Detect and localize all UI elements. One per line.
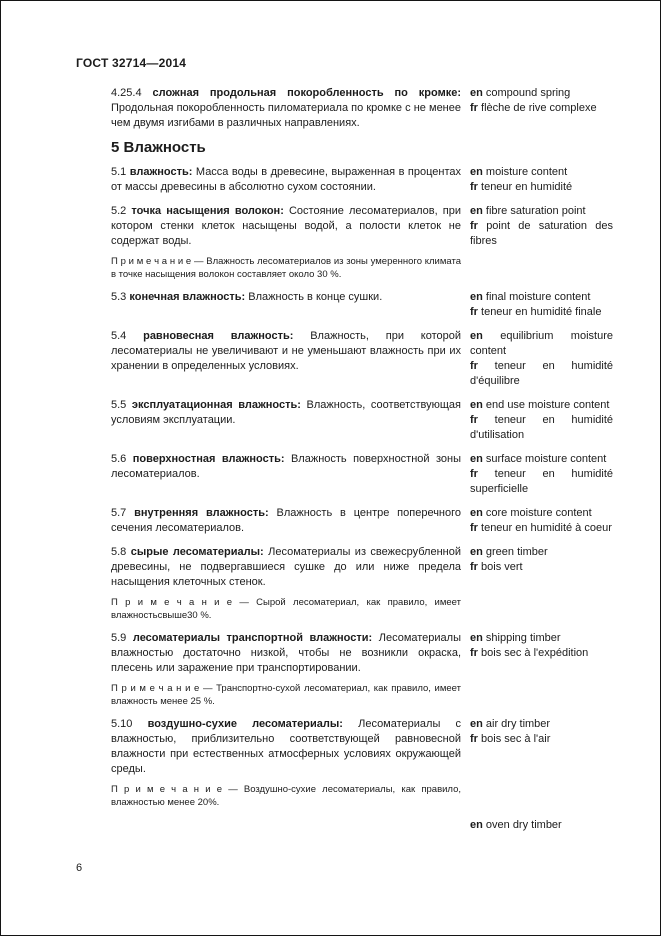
term-title: сложная продольная покоробленность по кромке: [152,87,461,99]
translation-en: en shipping timber [470,632,561,644]
term-body: Масса воды в древесине, выраженная в процентах от массы древесины в абсолютно сухом состоянии. [111,166,461,193]
document-header: ГОСТ 32714—2014 [76,56,187,70]
term-definition [111,165,461,195]
term-title: конечная влажность: [129,291,246,303]
translation-en: en green timber [470,546,548,558]
term-body: Лесоматериалы влажностью достаточно низкой, чтобы не возникли окраска, плесень или заражение при транспортировании. [111,632,462,674]
translation-fr: fr teneur en humidité d'équilibre [470,360,613,387]
lang-label-en: en [470,87,483,99]
lang-label-fr: fr [470,360,478,372]
term-definition [111,545,461,590]
term-number: 5.5 [111,399,127,411]
lang-label-fr: fr [470,181,478,193]
term-definition [111,452,461,482]
term-title: поверхностная влажность: [132,453,285,465]
term-entry-5-5 [111,398,613,443]
term-body: Влажность, соответствующая условиям эксплуатации. [111,399,461,426]
term-number: 5.7 [111,507,127,519]
term-number: 5.4 [111,330,127,342]
term-definition [111,506,461,536]
term-definition [111,631,461,676]
term-body: Влажность, при которой лесоматериалы не увеличивают и не уменьшают влажность при их хранении в определенных условиях. [111,330,461,372]
term-russian [111,717,461,809]
term-russian [111,329,461,389]
translation-en: en end use moisture content [470,399,610,411]
translation-fr: fr teneur en humidité [470,181,573,193]
term-entry-5-2 [111,204,613,281]
term-note: П р и м е ч а н и е — Влажность лесоматериалов из зоны умеренного климата в точке насыщения волокон составляет около 30 %. [111,256,461,280]
lang-label-en: en [470,507,483,519]
term-entry-5-1 [111,165,613,195]
term-russian [111,545,461,622]
term-number: 5.2 [111,205,127,217]
term-russian-empty [111,818,461,833]
term-definition [111,204,461,249]
translation-en: en air dry timber [470,718,551,730]
term-translations [470,818,613,833]
translation-fr: fr bois sec à l'air [470,733,551,745]
term-number: 5.6 [111,453,127,465]
term-number: 5.8 [111,546,127,558]
translation-fr: fr point de saturation des fibres [470,220,613,247]
lang-label-en: en [470,632,483,644]
term-number: 5.9 [111,632,127,644]
term-translations [470,545,613,622]
lang-label-fr: fr [470,522,478,534]
translation-en: en equilibrium moisture content [470,330,613,357]
term-russian [111,165,461,195]
translation-en: en final moisture content [470,291,591,303]
term-body: Влажность в центре поперечного сечения лесоматериалов. [111,507,462,534]
term-title: влажность: [129,166,193,178]
term-translations [470,329,613,389]
term-translations [470,631,613,708]
term-russian [111,398,461,443]
term-entry-4-25-4 [111,86,613,131]
lang-label-en: en [470,718,483,730]
term-definition [111,398,461,428]
term-body: Продольная покоробленность пиломатериала по кромке с не менее чем двумя изгибами в различных направлениях. [111,102,461,129]
section-heading: 5 Влажность [111,139,206,156]
lang-label-fr: fr [470,647,478,659]
term-body: Лесоматериалы с влажностью, приблизительно соответствующей равновесной влажности при естественных атмосферных условиях окружающей среды. [111,718,462,775]
lang-label-en: en [470,453,483,465]
term-russian [111,631,461,708]
term-number: 5.10 [111,718,133,730]
translation-en: en core moisture content [470,507,592,519]
translation-en: en fibre saturation point [470,205,586,217]
term-translations [470,398,613,443]
term-number: 5.3 [111,291,127,303]
term-note: П р и м е ч а н и е — Сырой лесоматериал, как правило, имеет влажностьсвыше30 %. [111,597,461,621]
translation-en: en oven dry timber [470,819,562,831]
term-russian [111,204,461,281]
lang-label-fr: fr [470,220,478,232]
lang-label-en: en [470,399,483,411]
translation-fr: fr bois vert [470,561,523,573]
translation-fr: fr teneur en humidité d'utilisation [470,414,613,441]
term-translations [470,717,613,809]
translation-fr: fr bois sec à l'expédition [470,647,589,659]
lang-label-en: en [470,166,483,178]
term-title: эксплуатационная влажность: [131,399,301,411]
term-russian [111,452,461,497]
term-translations [470,86,613,131]
term-entry-5-10 [111,717,613,809]
lang-label-en: en [470,330,483,342]
term-entry-5-9 [111,631,613,708]
term-note: П р и м е ч а н и е — Транспортно-сухой лесоматериал, как правило, имеет влажность менее 25 %. [111,683,461,707]
term-translations [470,165,613,195]
term-title: лесоматериалы транспортной влажности: [132,632,373,644]
lang-label-en: en [470,205,483,217]
translation-fr: fr teneur en humidité superficielle [470,468,613,495]
term-russian [111,86,461,131]
term-russian [111,506,461,536]
term-body: Состояние лесоматериалов, при котором стенки клеток насыщены водой, а полости клеток не содержат воды. [111,205,462,247]
term-entry-5-3 [111,290,613,320]
term-title: точка насыщения волокон: [131,205,284,217]
term-entry-5-6 [111,452,613,497]
lang-label-fr: fr [470,414,478,426]
term-entry-trailing [111,818,613,833]
term-entry-5-8 [111,545,613,622]
term-title: сырые лесоматериалы: [130,546,264,558]
term-body: Влажность в конце сушки. [248,291,383,303]
lang-label-en: en [470,819,483,831]
term-russian [111,290,461,320]
term-definition [111,290,461,305]
page-number: 6 [76,862,83,874]
term-title: воздушно-сухие лесоматериалы: [147,718,343,730]
lang-label-fr: fr [470,733,478,745]
lang-label-en: en [470,291,483,303]
term-number: 4.25.4 [111,87,142,99]
term-body: Влажность поверхностной зоны лесоматериалов. [111,453,462,480]
term-note: П р и м е ч а н и е — Воздушно-сухие лесоматериалы, как правило, влажностью менее 20%. [111,784,461,808]
term-number: 5.1 [111,166,127,178]
term-translations [470,204,613,281]
term-definition [111,86,461,131]
lang-label-en: en [470,546,483,558]
term-body: Лесоматериалы из свежесрубленной древесины, не подвергавшиеся сушке до или ниже предела насыщения клеточных стенок. [111,546,461,588]
term-title: равновесная влажность: [143,330,294,342]
lang-label-fr: fr [470,102,478,114]
lang-label-fr: fr [470,468,478,480]
lang-label-fr: fr [470,306,478,318]
term-entry-5-7 [111,506,613,536]
lang-label-fr: fr [470,561,478,573]
term-entry-5-4 [111,329,613,389]
term-definition [111,717,461,777]
term-translations [470,506,613,536]
translation-en: en compound spring [470,87,571,99]
translation-fr: fr flèche de rive complexe [470,102,597,114]
translation-en: en moisture content [470,166,568,178]
translation-fr: fr teneur en humidité à coeur [470,522,612,534]
translation-fr: fr teneur en humidité finale [470,306,602,318]
term-translations [470,290,613,320]
term-title: внутренняя влажность: [134,507,269,519]
translation-en: en surface moisture content [470,453,607,465]
term-definition [111,329,461,374]
term-translations [470,452,613,497]
